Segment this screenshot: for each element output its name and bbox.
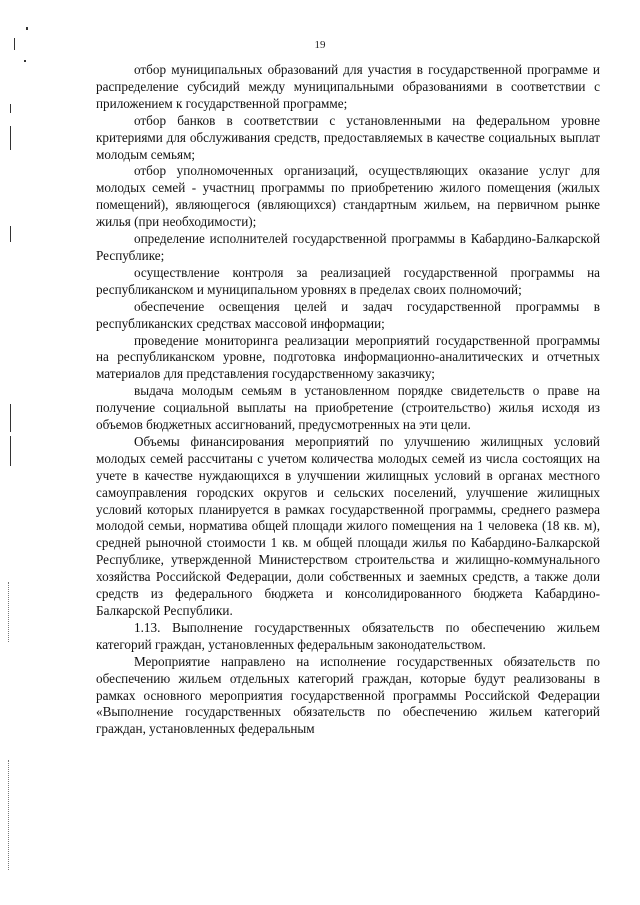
paragraph: Объемы финансирования мероприятий по улучшению жилищных условий молодых семей рассчитаны с учетом количества молодых семей из числа состоящих на учете в качестве нуждающихся в улучшении жилищных условий в органах местного самоуправления городских округов и сельских поселений, улучшение жилищных условий которых планируется в рамках государственной программы, среднего размера молодой семьи, норматива общей площади жилого помещения на 1 человека (18 кв. м), средней рыночной стоимости 1 кв. м общей площади жилья по Кабардино-Балкарской Республике, утвержденной Министерством строительства и жилищно-коммунального хозяйства Российской Федерации, доли собственных и заемных средств, а также доли средств из федерального бюджета и консолидированного бюджета Кабардино-Балкарской Республики. [96, 433, 600, 618]
scan-speck [26, 27, 28, 30]
scan-mark [10, 126, 11, 150]
scan-mark [10, 436, 11, 466]
scan-dotted-line [8, 582, 9, 642]
paragraph: Мероприятие направлено на исполнение государственных обязательств по обеспечению жильем отдельных категорий граждан, которые будут реализованы в рамках основного мероприятия государственной программы Российской Федерации «Выполнение государственных обязательств по обеспечению жильем категорий граждан, установленных федеральным [96, 653, 600, 737]
scan-mark [10, 404, 11, 432]
paragraph: осуществление контроля за реализацией государственной программы на республиканском и муниципальном уровнях в пределах своих полномочий; [96, 264, 600, 297]
body-text [96, 62, 600, 738]
paragraph: обеспечение освещения целей и задач государственной программы в республиканских средствах массовой информации; [96, 298, 600, 331]
scan-dotted-line [8, 760, 9, 870]
section-heading: 1.13. Выполнение государственных обязательств по обеспечению жильем категорий граждан, установленных федеральным законодательством. [96, 619, 600, 652]
scan-speck [24, 60, 26, 62]
paragraph: отбор муниципальных образований для участия в государственной программе и распределение субсидий между муниципальными образованиями в соответствии с приложением к государственной программе; [96, 62, 600, 111]
page-number: 19 [314, 39, 326, 51]
paragraph: выдача молодым семьям в установленном порядке свидетельств о праве на получение социальной выплаты на приобретение (строительство) жилья исходя из объемов бюджетных ассигнований, предусмотренных на эти цели. [96, 383, 600, 433]
scan-mark [10, 226, 11, 242]
paragraph: отбор уполномоченных организаций, осуществляющих оказание услуг для молодых семей - участниц программы по приобретению жилого помещения (жилых помещений), являющегося (являющихся) стандартным жильем, на первичном рынке жилья (при необходимости); [96, 163, 600, 230]
paragraph: проведение мониторинга реализации мероприятий государственной программы на республиканском уровне, подготовка информационно-аналитических и отчетных материалов для представления государственному заказчику; [96, 332, 600, 382]
paragraph: отбор банков в соответствии с установленными на федеральном уровне критериями для обслуживания средств, предоставляемых в качестве социальных выплат молодым семьям; [96, 112, 600, 162]
paragraph: определение исполнителей государственной программы в Кабардино-Балкарской Республике; [96, 231, 600, 263]
scan-mark [10, 104, 11, 113]
